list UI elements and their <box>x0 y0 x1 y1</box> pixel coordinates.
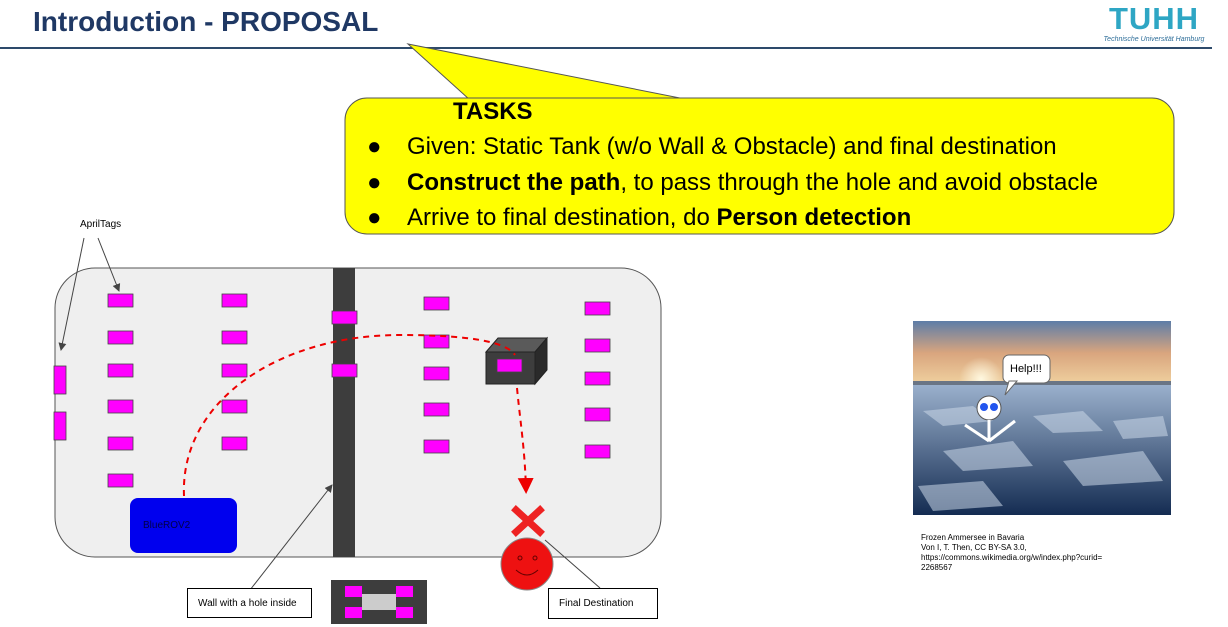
page-title: Introduction - PROPOSAL <box>33 6 379 37</box>
apriltag <box>424 440 449 453</box>
obstacle-box <box>486 338 547 384</box>
apriltag <box>108 474 133 487</box>
apriltag <box>585 302 610 315</box>
apriltag <box>424 367 449 380</box>
apriltag <box>222 331 247 344</box>
task-item: ● Construct the path, to pass through the hole and avoid obstacle <box>367 169 1098 196</box>
destination-label: Final Destination <box>548 588 658 619</box>
smiley-face-icon <box>501 538 553 590</box>
tasks-title: TASKS <box>453 98 533 125</box>
frozen-lake-photo <box>913 321 1171 515</box>
apriltag <box>54 366 66 394</box>
apriltag <box>54 412 66 440</box>
apriltag <box>222 437 247 450</box>
apriltag <box>222 294 247 307</box>
apriltag <box>108 364 133 377</box>
logo-subtext: Technische Universität Hamburg <box>1103 36 1205 43</box>
callout-pointer <box>408 44 690 100</box>
apriltag <box>585 408 610 421</box>
help-speech: Help!!! <box>1010 363 1042 375</box>
apriltag <box>108 437 133 450</box>
apriltag <box>108 400 133 413</box>
apriltag <box>332 364 357 377</box>
apriltags-label: AprilTags <box>80 219 122 230</box>
photo-caption: Frozen Ammersee in Bavaria Von I, T. Then, CC BY-SA 3.0, https://commons.wikimedia.org/w/index.php?curid= 2268567 <box>921 533 1103 572</box>
apriltag <box>585 445 610 458</box>
apriltag <box>497 359 522 372</box>
apriltag <box>108 331 133 344</box>
apriltag <box>585 339 610 352</box>
apriltag <box>424 403 449 416</box>
apriltag <box>108 294 133 307</box>
apriltag <box>585 372 610 385</box>
robot-topview-icon <box>331 580 427 624</box>
apriltag <box>332 311 357 324</box>
logo-text: TUHH <box>1108 1 1200 36</box>
task-item: ● Given: Static Tank (w/o Wall & Obstacle) and final destination <box>367 133 1057 160</box>
wall-label: Wall with a hole inside <box>187 588 312 618</box>
robot-label: BlueROV2 <box>143 520 191 531</box>
apriltag <box>424 297 449 310</box>
apriltag <box>222 364 247 377</box>
apriltag <box>222 400 247 413</box>
task-item: ● Arrive to final destination, do Person detection <box>367 204 912 231</box>
